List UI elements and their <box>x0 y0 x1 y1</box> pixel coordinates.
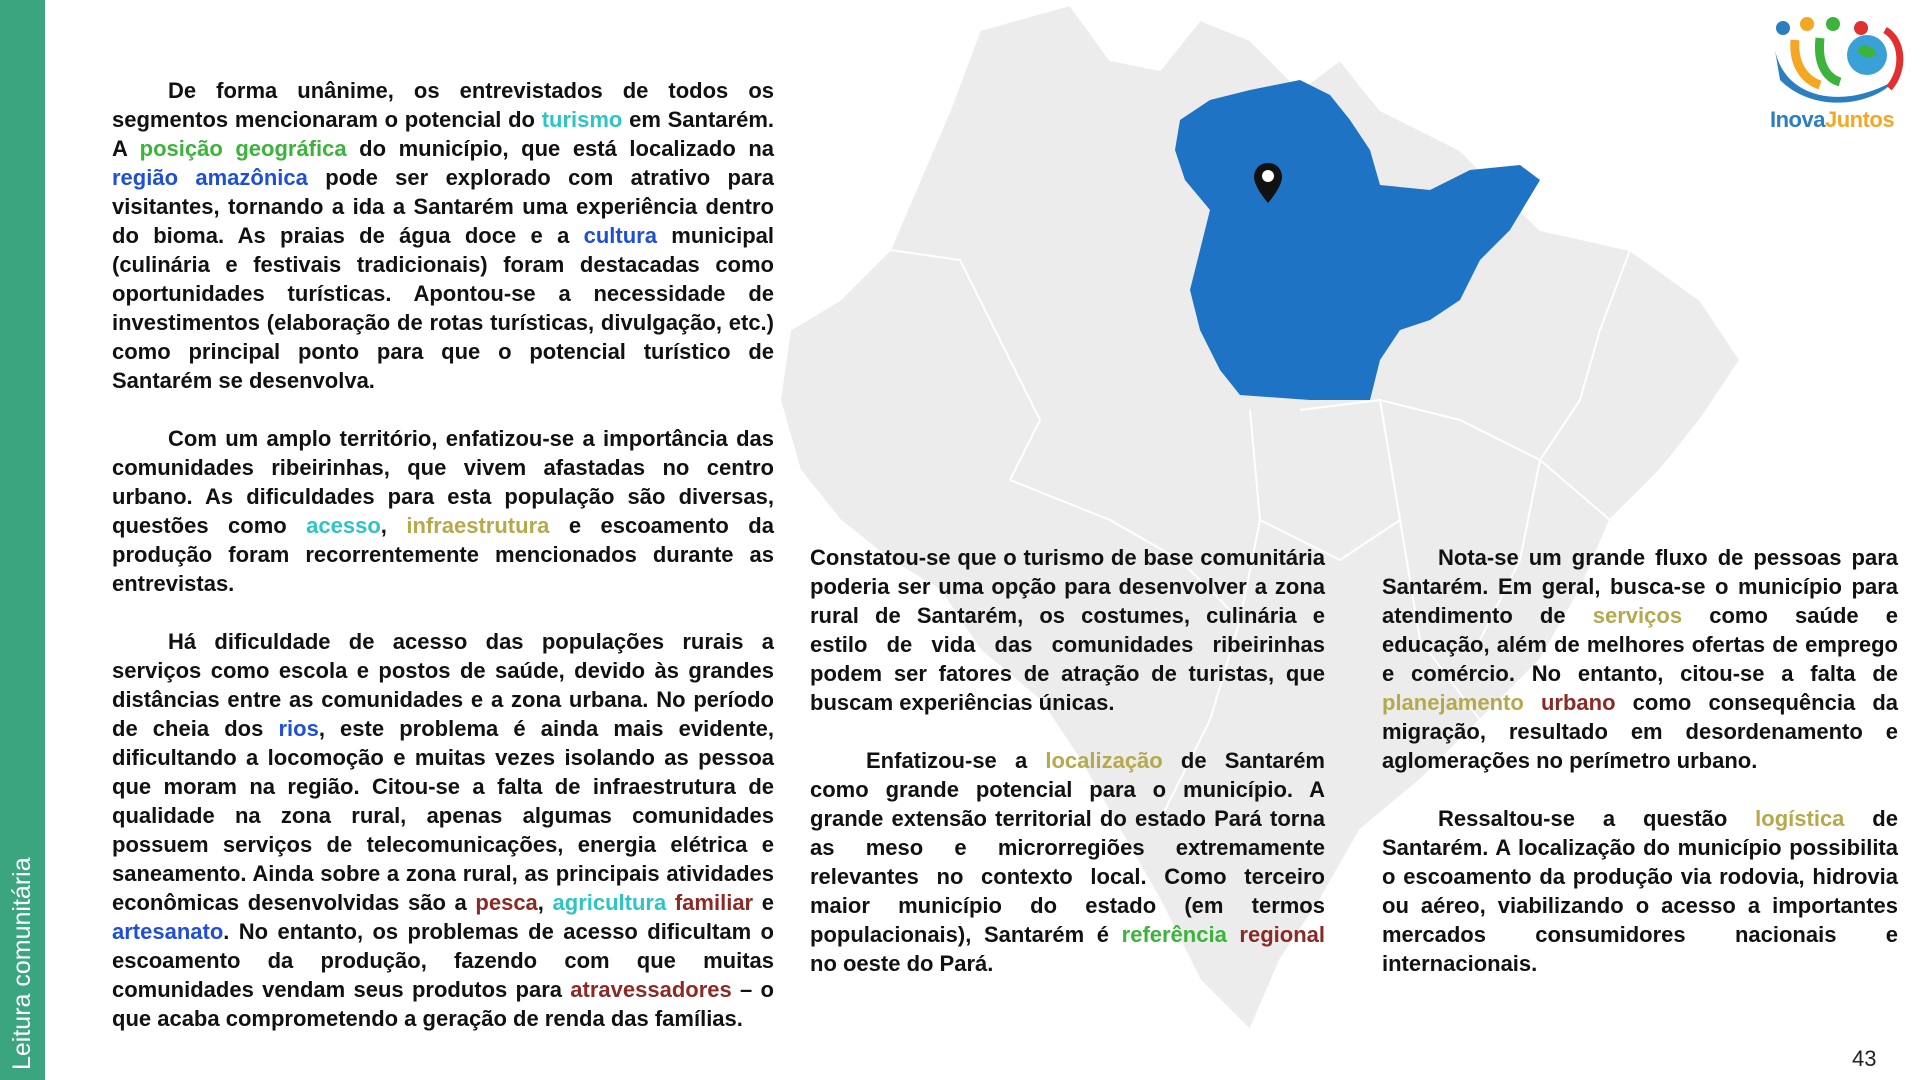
keyword-servicos: serviços <box>1592 603 1683 628</box>
keyword-rios: rios <box>278 716 319 741</box>
logo-text-juntos: Juntos <box>1824 107 1895 132</box>
keyword-localizacao: localização <box>1045 748 1163 773</box>
keyword-infraestrutura: infraestrutura <box>406 513 550 538</box>
sidebar-label: Leitura comunitária <box>8 857 36 1070</box>
keyword-referencia: referência <box>1121 922 1227 947</box>
text-column-left <box>112 76 774 1062</box>
keyword-logistica: logística <box>1755 806 1845 831</box>
keyword-pesca: pesca <box>475 890 538 915</box>
page-number: 43 <box>1852 1046 1877 1071</box>
text-column-right <box>1382 543 1898 1007</box>
keyword-regional: regional <box>1239 922 1325 947</box>
keyword-atravessadores: atravessadores <box>570 977 732 1002</box>
paragraph-logistics: Ressaltou-se a questão logística de Santarém. A localização do município possibilita o escoamento da produção via rodovia, hidrovia ou aéreo, viabilizando o acesso a importantes mercados consumidores nacionais e internacionais. <box>1382 806 1898 976</box>
paragraph-location: Enfatizou-se a localização de Santarém como grande potencial para o município. A grande extensão territorial do estado Pará torna as meso e microrregiões extremamente relevantes no contexto local. Como terceiro maior município do estado (em termos populacionais), Santarém é referência regional no oeste do Pará. <box>810 748 1325 976</box>
keyword-cultura: cultura <box>583 223 657 248</box>
keyword-turismo: turismo <box>541 107 623 132</box>
keyword-familiar: familiar <box>674 890 754 915</box>
paragraph-rural-access: Há dificuldade de acesso das populações rurais a serviços como escola e postos de saúde, devido às grandes distâncias entre as comunidades e a zona urbana. No período de cheia dos rios, este problema é ainda mais evidente, dificultando a locomoção e muitas vezes isolando as pessoa que moram na região. Citou-se a falta de infraestrutura de qualidade na zona rural, apenas algumas comunidades possuem serviços de telecomunicações, energia elétrica e saneamento. Ainda sobre a zona rural, as principais atividades econômicas desenvolvidas são a pesca, agricultura familiar e artesanato. No entanto, os problemas de acesso dificultam o escoamento da produção, fazendo com que muitas comunidades vendam seus produtos para atravessadores – o que acaba comprometendo a geração de renda das famílias. <box>112 629 774 1031</box>
keyword-artesanato: artesanato <box>112 919 224 944</box>
logo-text-inova: Inova <box>1770 107 1825 132</box>
paragraph-migration: Nota-se um grande fluxo de pessoas para Santarém. Em geral, busca-se o município para atendimento de serviços como saúde e educação, além de melhores ofertas de emprego e comércio. No entanto, citou-se a falta de planejamento urbano como consequência da migração, resultado em desordenamento e aglomerações no perímetro urbano. <box>1382 545 1898 773</box>
text-column-middle <box>810 543 1325 1007</box>
keyword-acesso: acesso <box>306 513 381 538</box>
paragraph-riverside-communities: Com um amplo território, enfatizou-se a importância das comunidades ribeirinhas, que vivem afastadas no centro urbano. As dificuldades para esta população são diversas, questões como acesso, infraestrutura e escoamento da produção foram recorrentemente mencionados durante as entrevistas. <box>112 426 774 596</box>
keyword-regiao-amazonica: região amazônica <box>112 165 308 190</box>
keyword-agricultura: agricultura <box>552 890 667 915</box>
paragraph-community-tourism: Constatou-se que o turismo de base comunitária poderia ser uma opção para desenvolver a zona rural de Santarém, os costumes, culinária e estilo de vida das comunidades ribeirinhas podem ser fatores de atração de turistas, que buscam experiências únicas. <box>810 545 1325 715</box>
paragraph-tourism: De forma unânime, os entrevistados de todos os segmentos mencionaram o potencial do turismo em Santarém. A posição geográfica do município, que está localizado na região amazônica pode ser explorado com atrativo para visitantes, tornando a ida a Santarém uma experiência dentro do bioma. As praias de água doce e a cultura municipal (culinária e festivais tradicionais) foram destacadas como oportunidades turísticas. Apontou-se a necessidade de investimentos (elaboração de rotas turísticas, divulgação, etc.) como principal ponto para que o potencial turístico de Santarém se desenvolva. <box>112 78 774 393</box>
sidebar-label-wrap <box>0 0 45 1080</box>
keyword-planejamento: planejamento <box>1382 690 1524 715</box>
keyword-urbano: urbano <box>1540 690 1616 715</box>
logo-text <box>1770 107 1894 133</box>
keyword-posicao-geografica: posição geográfica <box>139 136 347 161</box>
